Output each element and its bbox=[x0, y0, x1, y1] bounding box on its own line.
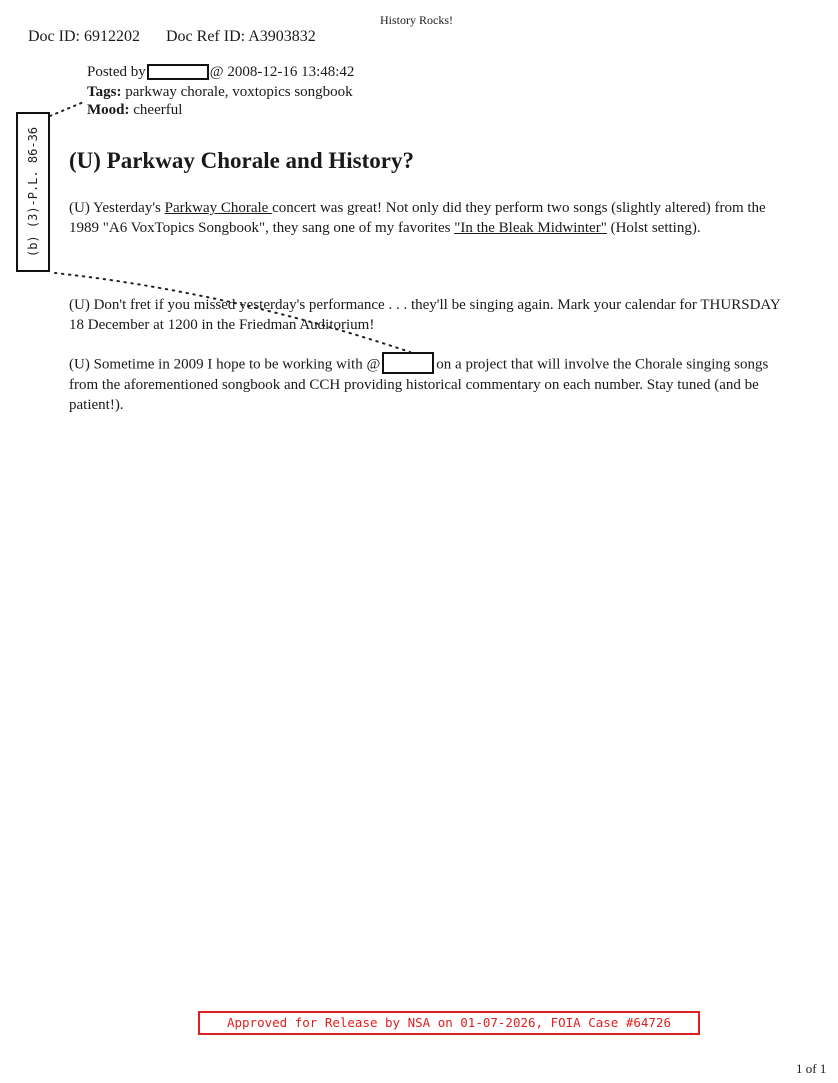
paragraph-1-text-a: (U) Yesterday's bbox=[69, 200, 165, 216]
paragraph-1 bbox=[69, 199, 784, 238]
release-approval-stamp: Approved for Release by NSA on 01-07-2026, FOIA Case #64726 bbox=[198, 1011, 700, 1035]
mood-label: Mood: bbox=[87, 102, 130, 118]
running-header: History Rocks! bbox=[380, 13, 453, 27]
tags-value[interactable]: parkway chorale, voxtopics songbook bbox=[125, 84, 353, 100]
posted-by-label: Posted by bbox=[87, 64, 146, 80]
paragraph-3 bbox=[69, 354, 784, 415]
paragraph-3-text-a: (U) Sometime in 2009 I hope to be working with @ bbox=[69, 356, 381, 373]
tags-label: Tags: bbox=[87, 84, 122, 100]
posted-timestamp: @ 2008-12-16 13:48:42 bbox=[209, 64, 355, 80]
parkway-chorale-link[interactable]: Parkway Chorale bbox=[164, 200, 273, 216]
page-number: 1 of 1 bbox=[796, 1061, 827, 1076]
doc-id: Doc ID: 6912202 bbox=[28, 28, 140, 45]
leader-line-top bbox=[50, 101, 86, 116]
post-title: (U) Parkway Chorale and History? bbox=[69, 148, 414, 173]
paragraph-2: (U) Don't fret if you missed yesterday's performance . . . they'll be singing again. Mark your calendar for THURSDAY 18 December at 1200 in the Friedman Auditorium! bbox=[69, 297, 781, 333]
paragraph-1-text-b: concert was great! Not only did they perform two songs (slightly altered) from the 1989 "A6 VoxTopics Songbook", they sang one of my favorites bbox=[69, 200, 766, 236]
doc-ref-id: Doc Ref ID: A3903832 bbox=[166, 28, 316, 45]
bleak-midwinter-link[interactable]: "In the Bleak Midwinter" bbox=[454, 219, 607, 236]
person-redaction-box bbox=[382, 352, 434, 374]
exemption-marking-text: (b) (3)-P.L. 86-36 bbox=[26, 126, 40, 258]
paragraph-3-text-b: on a project that will involve the Chorale singing songs from the aforementioned songbook and CCH providing historical commentary on each number. Stay tuned (and be patient!). bbox=[69, 356, 769, 413]
mood-value: cheerful bbox=[133, 102, 183, 118]
paragraph-1-text-c: (Holst setting). bbox=[606, 219, 701, 236]
